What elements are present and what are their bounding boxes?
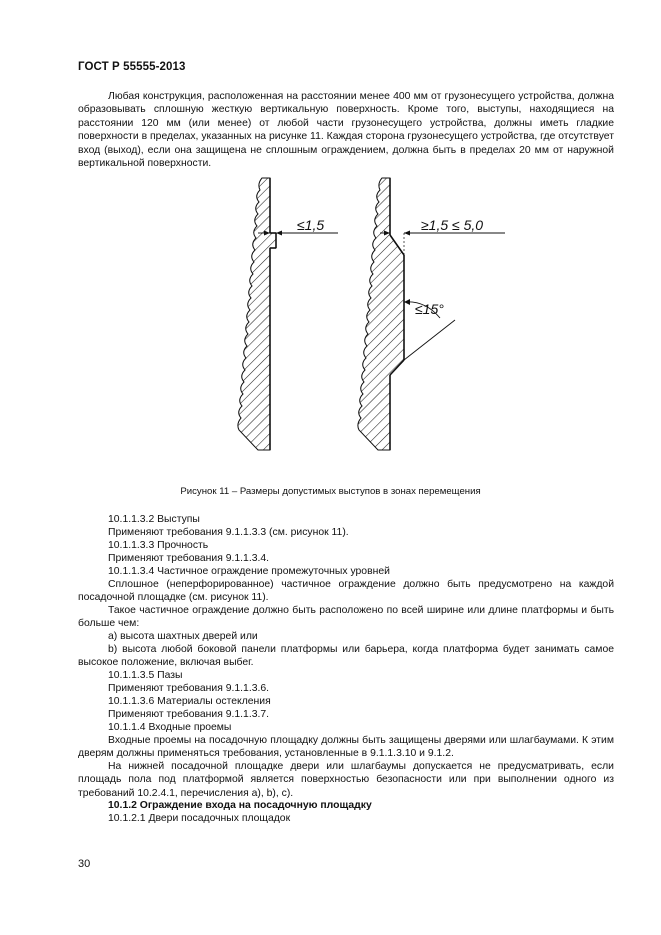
figure-caption: Рисунок 11 – Размеры допустимых выступов в зонах перемещения [180,486,481,497]
page-number: 30 [78,858,91,870]
section-text: Применяют требования 9.1.1.3.4. [108,553,270,564]
section-heading: 10.1.1.3.3 Прочность [108,540,209,551]
right-wall-section [358,178,404,450]
section-heading-bold: 10.1.2 Ограждение входа на посадочную площадку [108,800,372,811]
document-code-header: ГОСТ Р 55555-2013 [78,61,186,73]
list-item: b) высота любой боковой панели платформы или барьера, когда платформа будет занимать самое высокое положение, включая выбег. [78,644,614,669]
angle-dimension-label: ≤15° [415,301,444,317]
section-text: Применяют требования 9.1.1.3.7. [108,709,270,720]
section-heading: 10.1.1.3.2 Выступы [108,514,200,525]
section-heading: 10.1.1.3.5 Пазы [108,670,183,681]
section-heading: 10.1.1.3.4 Частичное ограждение промежуточных уровней [108,566,390,577]
section-text: Применяют требования 9.1.1.3.6. [108,683,270,694]
section-heading: 10.1.2.1 Двери посадочных площадок [108,813,291,824]
left-dimension-label: ≤1,5 [297,217,325,233]
angle-dimension [404,299,455,360]
list-item: a) высота шахтных дверей или [108,631,258,642]
section-paragraph: На нижней посадочной площадке двери или шлагбаумы допускается не предусматривать, если площадь пола под платформой является поверхностью безопасности или при выполнении одного из требований 10.2.4.1, перечисления a), b), c). [78,761,614,799]
section-heading: 10.1.1.3.6 Материалы остекления [108,696,271,707]
section-paragraph: Такое частичное ограждение должно быть расположено по всей ширине или длине платформы и быть больше чем: [78,605,614,630]
section-paragraph: Входные проемы на посадочную площадку должны быть защищены дверями или шлагбаумами. К этим дверям должны применяться требования, установленные в 9.1.1.3.10 и 9.1.2. [78,735,614,760]
section-heading: 10.1.1.4 Входные проемы [108,722,232,733]
section-text: Применяют требования 9.1.1.3.3 (см. рисунок 11). [108,527,349,538]
section-paragraph: Сплошное (неперфорированное) частичное ограждение должно быть предусмотрено на каждой посадочной площадке (см. рисунок 11). [78,579,614,604]
intro-paragraph: Любая конструкция, расположенная на расстоянии менее 400 мм от грузонесущего устройства, должна образовывать сплошную жесткую вертикальную поверхность. Кроме того, выступы, находящиеся на расстоянии 120 мм (или менее) от любой части грузонесущего устройства, должны иметь гладкие поверхности в пределах, указанных на рисунке 11. Каждая сторона грузонесущего устройства, где отсутствует вход (выход), если она защищена не сплошным ограждением, должна быть в пределах 20 мм от наружной вертикальной поверхности. [78,91,614,170]
left-wall-section [238,178,276,450]
right-dimension-label: ≥1,5 ≤ 5,0 [421,217,484,233]
